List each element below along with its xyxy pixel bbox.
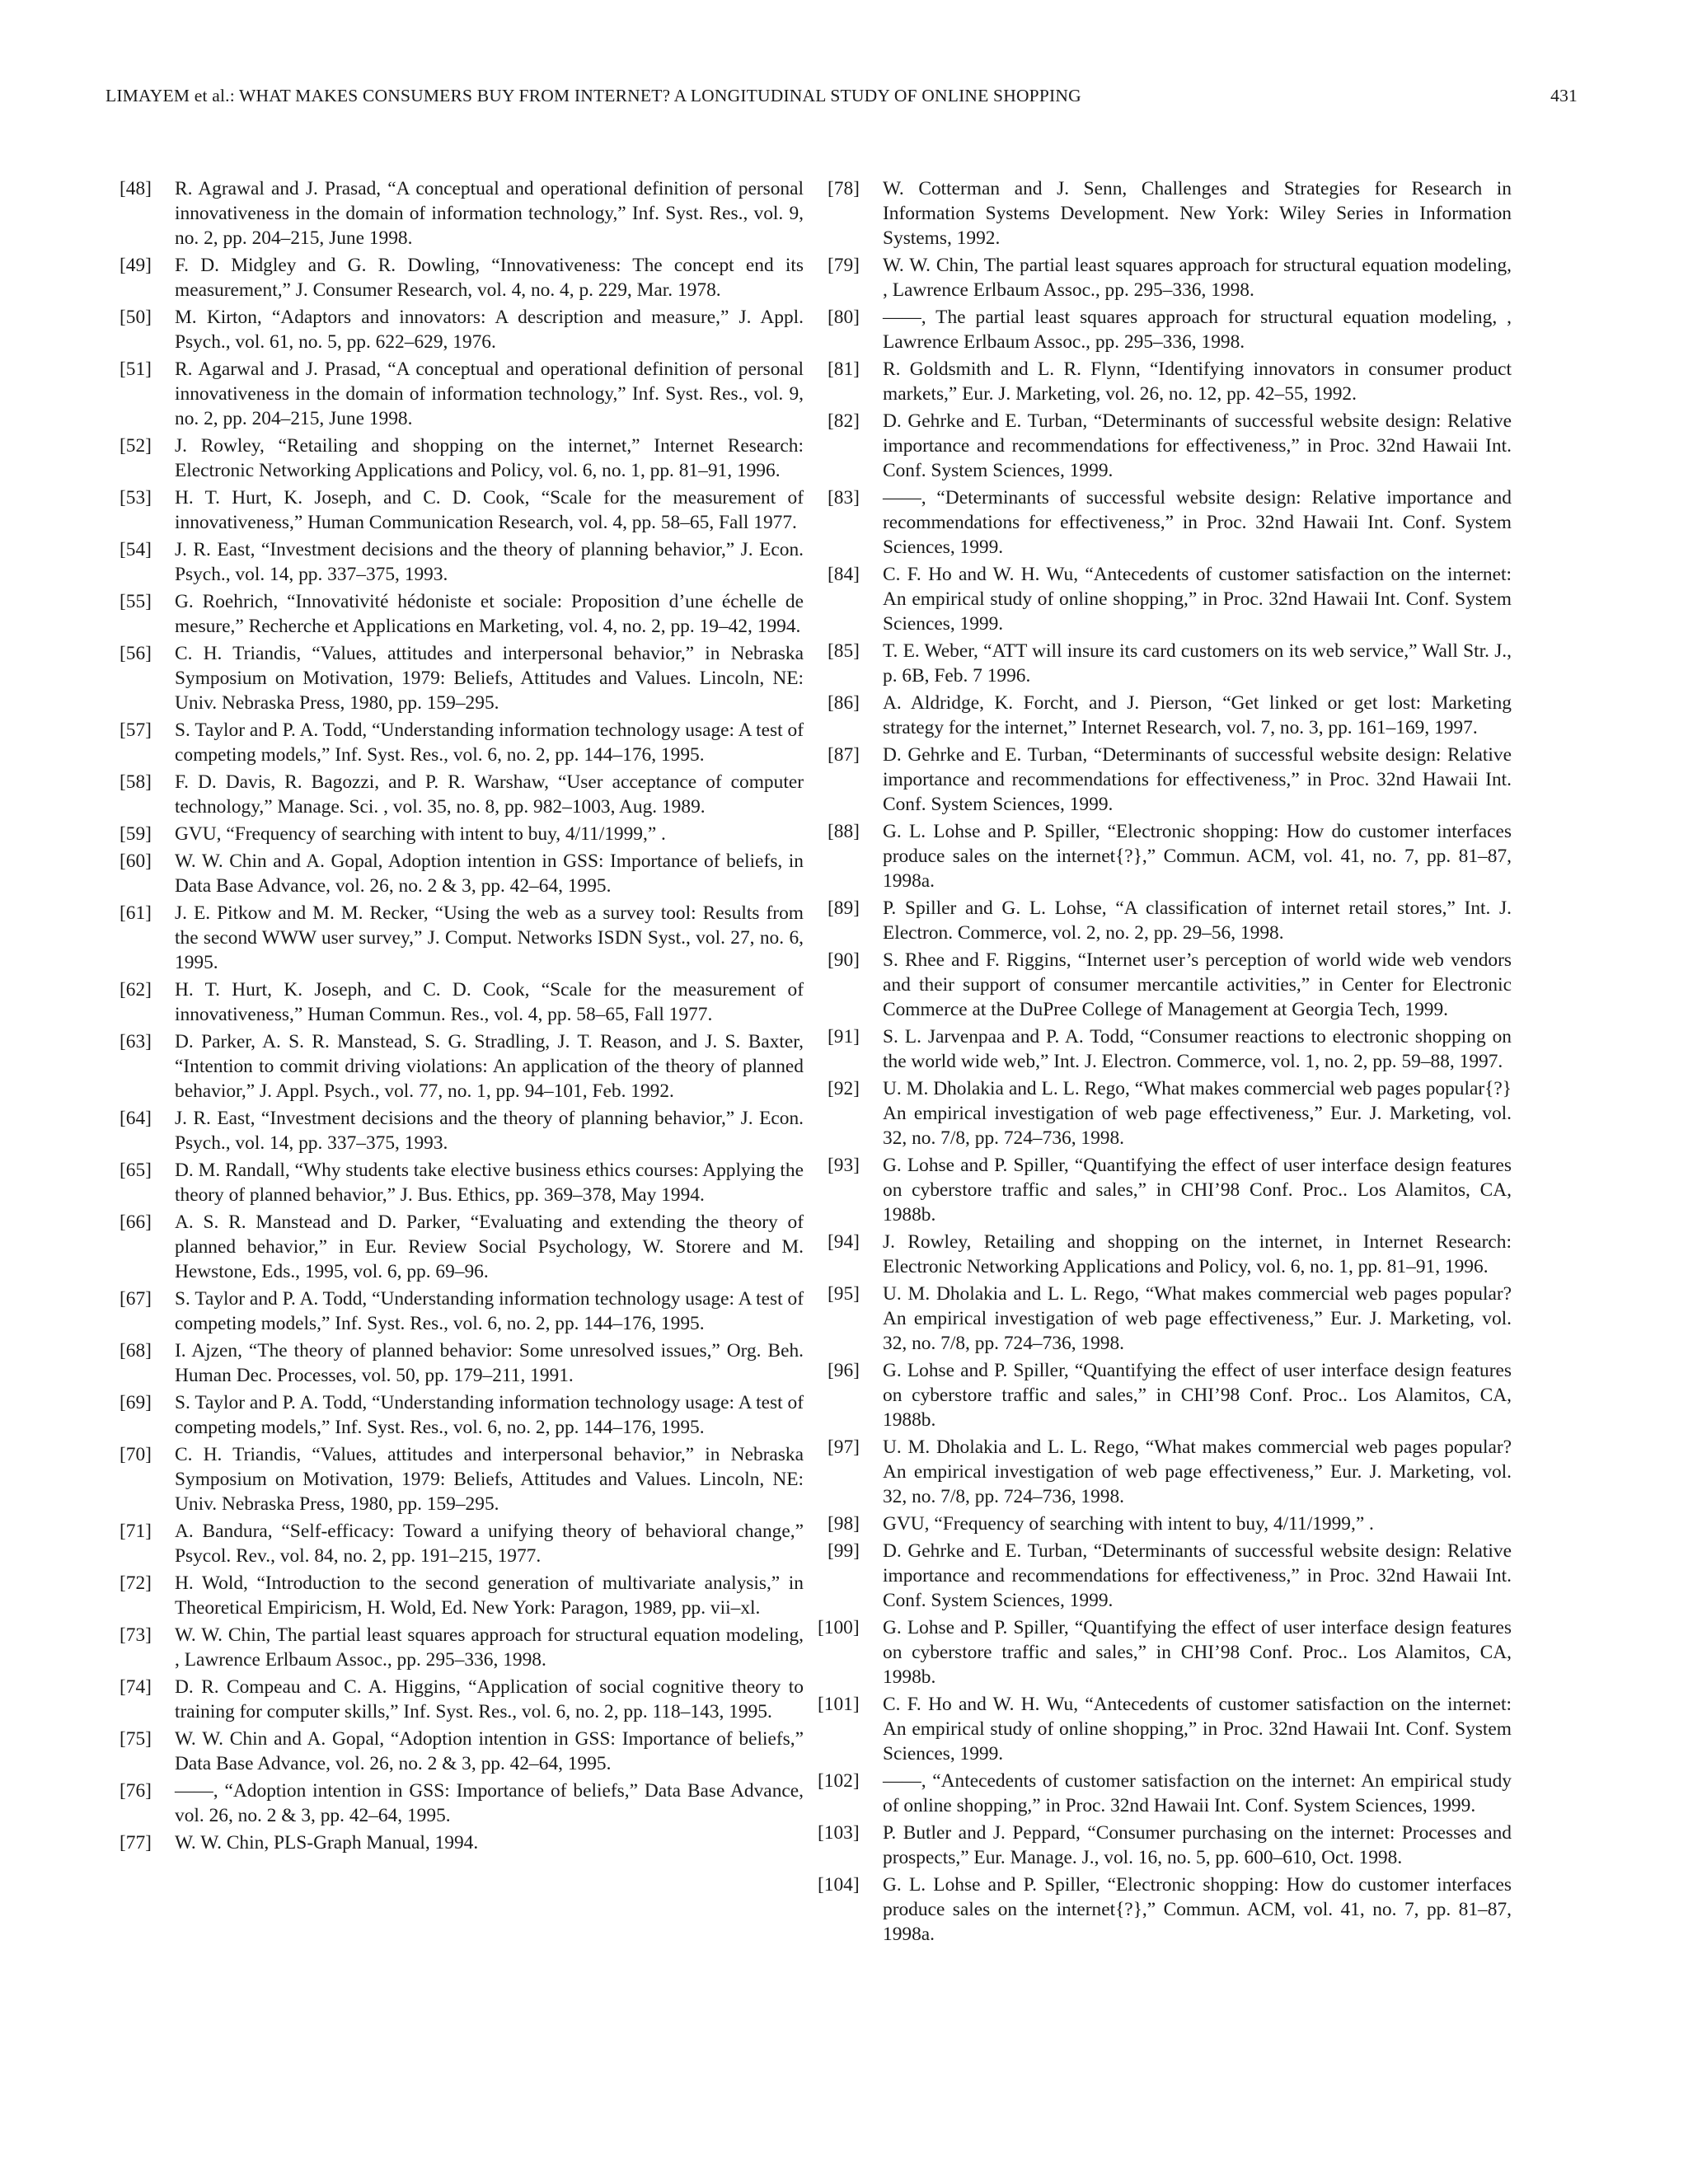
reference-item [828,1153,1512,1227]
reference-text: GVU, “Frequency of searching with intent to buy, 4/11/1999,” . [883,1513,1374,1535]
reference-item [120,1571,804,1620]
reference-item [828,1230,1512,1279]
reference-number: [103] [818,1822,860,1844]
reference-text: D. Gehrke and E. Turban, “Determinants of successful website design: Relative importance and recommendations for effectiveness,” in Proc. 32nd Hawaii Int. Conf. System Sciences, 1999. [883,410,1512,481]
reference-number: [86] [828,692,860,714]
reference-number: [58] [120,771,152,793]
reference-number: [85] [828,640,860,662]
reference-number: [74] [120,1676,152,1698]
reference-text: ——, The partial least squares approach for structural equation modeling, , Lawrence Erlbaum Assoc., pp. 295–336, 1998. [883,307,1512,353]
reference-item [120,357,804,431]
reference-item [828,1511,1512,1536]
reference-number: [50] [120,307,152,328]
reference-number: [69] [120,1392,152,1413]
reference-text: D. M. Randall, “Why students take elective business ethics courses: Applying the theory of planned behavior,” J. Bus. Ethics, pp. 369–378, May 1994. [175,1160,804,1206]
reference-number: [98] [828,1513,860,1535]
reference-number: [67] [120,1288,152,1310]
reference-number: [77] [120,1832,152,1854]
reference-number: [71] [120,1521,152,1542]
reference-number: [84] [828,564,860,585]
reference-number: [91] [828,1026,860,1047]
reference-text: D. Parker, A. S. R. Manstead, S. G. Stradling, J. T. Reason, and J. S. Baxter, “Intention to commit driving violations: An application of the theory of planned behavior,” J. Appl. Psych., vol. 77, no. 1, pp. 94–101, Feb. 1992. [175,1031,804,1102]
reference-text: ——, “Antecedents of customer satisfaction on the internet: An empirical study of online shopping,” in Proc. 32nd Hawaii Int. Conf. System Sciences, 1999. [883,1770,1512,1816]
reference-item [828,485,1512,560]
reference-number: [83] [828,487,860,509]
reference-number: [51] [120,359,152,380]
reference-text: I. Ajzen, “The theory of planned behavior: Some unresolved issues,” Org. Beh. Human Dec. Processes, vol. 50, pp. 179–211, 1991. [175,1340,804,1386]
reference-item [120,434,804,483]
reference-item [828,305,1512,354]
reference-item [120,1106,804,1155]
reference-text: F. D. Davis, R. Bagozzi, and P. R. Warshaw, “User acceptance of computer technology,” Manage. Sci. , vol. 35, no. 8, pp. 982–1003, Aug. 1989. [175,771,804,818]
reference-text: A. S. R. Manstead and D. Parker, “Evaluating and extending the theory of planned behavior,” in Eur. Review Social Psychology, W. Storere and M. Hewstone, Eds., 1995, vol. 6, pp. 69–96. [175,1212,804,1282]
reference-number: [81] [828,359,860,380]
reference-item [120,1286,804,1336]
reference-item [120,770,804,819]
reference-number: [95] [828,1283,860,1305]
reference-number: [70] [120,1444,152,1465]
reference-item [120,537,804,587]
reference-item [120,1830,804,1855]
reference-text: H. T. Hurt, K. Joseph, and C. D. Cook, “Scale for the measurement of innovativeness,” Human Commun. Res., vol. 4, pp. 58–65, Fall 1977. [175,979,804,1025]
reference-text: U. M. Dholakia and L. L. Rego, “What makes commercial web pages popular? An empirical investigation of web page effectiveness,” Eur. J. Marketing, vol. 32, no. 7/8, pp. 724–736, 1998. [883,1436,1512,1507]
reference-text: P. Butler and J. Peppard, “Consumer purchasing on the internet: Processes and prospects,” Eur. Manage. J., vol. 16, no. 5, pp. 600–610, Oct. 1998. [883,1822,1512,1868]
reference-text: U. M. Dholakia and L. L. Rego, “What makes commercial web pages popular{?} An empirical investigation of web page effectiveness,” Eur. J. Marketing, vol. 32, no. 7/8, pp. 724–736, 1998. [883,1078,1512,1149]
reference-item [828,1076,1512,1151]
reference-item [120,1158,804,1207]
reference-text: G. L. Lohse and P. Spiller, “Electronic shopping: How do customer interfaces produce sales on the internet{?},” Commun. ACM, vol. 41, no. 7, pp. 81–87, 1998a. [883,1874,1512,1945]
reference-item [828,896,1512,945]
reference-item [828,691,1512,740]
reference-text: M. Kirton, “Adaptors and innovators: A description and measure,” J. Appl. Psych., vol. 61, no. 5, pp. 622–629, 1976. [175,307,804,353]
reference-item [120,849,804,898]
reference-number: [72] [120,1572,152,1594]
reference-number: [48] [120,178,152,199]
reference-text: G. Roehrich, “Innovativité hédoniste et sociale: Proposition d’une échelle de mesure,” Recherche et Applications en Marketing, vol. 4, no. 2, pp. 19–42, 1994. [175,591,804,637]
reference-text: J. E. Pitkow and M. M. Recker, “Using the web as a survey tool: Results from the second WWW user survey,” J. Comput. Networks ISDN Syst., vol. 27, no. 6, 1995. [175,902,804,973]
reference-text: C. H. Triandis, “Values, attitudes and interpersonal behavior,” in Nebraska Symposium on Motivation, 1979: Beliefs, Attitudes and Values. Lincoln, NE: Univ. Nebraska Press, 1980, pp. 159–295. [175,1444,804,1515]
reference-text: H. T. Hurt, K. Joseph, and C. D. Cook, “Scale for the measurement of innovativeness,” Human Communication Research, vol. 4, pp. 58–65, Fall 1977. [175,487,804,533]
reference-text: D. Gehrke and E. Turban, “Determinants of successful website design: Relative importance and recommendations for effectiveness,” in Proc. 32nd Hawaii Int. Conf. System Sciences, 1999. [883,1540,1512,1611]
reference-text: S. Rhee and F. Riggins, “Internet user’s perception of world wide web vendors and their support of consumer mercantile activities,” in Center for Electronic Commerce at the DuPree College of Management at Georgia Tech, 1999. [883,949,1512,1020]
reference-item [120,641,804,715]
reference-item [828,1024,1512,1074]
reference-item [828,409,1512,483]
reference-number: [88] [828,821,860,842]
reference-item [828,639,1512,688]
reference-item [828,1435,1512,1509]
reference-text: G. Lohse and P. Spiller, “Quantifying the effect of user interface design features on cyberstore traffic and sales,” in CHI’98 Conf. Proc.. Los Alamitos, CA, 1988b. [883,1155,1512,1226]
reference-item [120,901,804,975]
reference-item [120,1442,804,1516]
reference-text: W. Cotterman and J. Senn, Challenges and Strategies for Research in Information Systems Development. New York: Wiley Series in Information Systems, 1992. [883,178,1512,249]
reference-text: S. Taylor and P. A. Todd, “Understanding information technology usage: A test of competing models,” Inf. Syst. Res., vol. 6, no. 2, pp. 144–176, 1995. [175,1392,804,1438]
reference-text: G. Lohse and P. Spiller, “Quantifying the effect of user interface design features on cyberstore traffic and sales,” in CHI’98 Conf. Proc.. Los Alamitos, CA, 1988b. [883,1360,1512,1431]
reference-number: [62] [120,979,152,1001]
reference-item [818,1615,1512,1690]
reference-text: A. Bandura, “Self-efficacy: Toward a unifying theory of behavioral change,” Psycol. Rev., vol. 84, no. 2, pp. 191–215, 1977. [175,1521,804,1567]
reference-number: [80] [828,307,860,328]
reference-number: [59] [120,823,152,845]
reference-text: S. L. Jarvenpaa and P. A. Todd, “Consumer reactions to electronic shopping on the world wide web,” Int. J. Electron. Commerce, vol. 1, no. 2, pp. 59–88, 1997. [883,1026,1512,1072]
reference-text: J. R. East, “Investment decisions and the theory of planning behavior,” J. Econ. Psych., vol. 14, pp. 337–375, 1993. [175,539,804,585]
reference-number: [60] [120,851,152,872]
reference-text: GVU, “Frequency of searching with intent to buy, 4/11/1999,” . [175,823,666,845]
reference-text: D. Gehrke and E. Turban, “Determinants of successful website design: Relative importance and recommendations for effectiveness,” in Proc. 32nd Hawaii Int. Conf. System Sciences, 1999. [883,744,1512,815]
reference-text: D. R. Compeau and C. A. Higgins, “Application of social cognitive theory to training for computer skills,” Inf. Syst. Res., vol. 6, no. 2, pp. 118–143, 1995. [175,1676,804,1722]
reference-number: [76] [120,1780,152,1802]
reference-item [828,1358,1512,1432]
reference-number: [93] [828,1155,860,1176]
reference-item [120,1727,804,1776]
reference-number: [66] [120,1212,152,1233]
reference-text: W. W. Chin and A. Gopal, Adoption intention in GSS: Importance of beliefs, in Data Base Advance, vol. 26, no. 2 & 3, pp. 42–64, 1995. [175,851,804,897]
reference-item [828,357,1512,406]
reference-number: [65] [120,1160,152,1181]
reference-text: G. Lohse and P. Spiller, “Quantifying the effect of user interface design features on cyberstore traffic and sales,” in CHI’98 Conf. Proc.. Los Alamitos, CA, 1998b. [883,1617,1512,1688]
reference-item [120,718,804,767]
reference-item [818,1872,1512,1947]
references-right-column [818,176,1512,1949]
reference-text: S. Taylor and P. A. Todd, “Understanding information technology usage: A test of competing models,” Inf. Syst. Res., vol. 6, no. 2, pp. 144–176, 1995. [175,1288,804,1334]
reference-item [120,176,804,251]
reference-number: [102] [818,1770,860,1792]
reference-item [828,562,1512,636]
reference-number: [82] [828,410,860,432]
reference-text: T. E. Weber, “ATT will insure its card customers on its web service,” Wall Str. J., p. 6B, Feb. 7 1996. [883,640,1512,687]
reference-text: U. M. Dholakia and L. L. Rego, “What makes commercial web pages popular? An empirical investigation of web page effectiveness,” Eur. J. Marketing, vol. 32, no. 7/8, pp. 724–736, 1998. [883,1283,1512,1354]
reference-item [120,1779,804,1828]
reference-text: R. Agrawal and J. Prasad, “A conceptual and operational definition of personal innovativeness in the domain of information technology,” Inf. Syst. Res., vol. 9, no. 2, pp. 204–215, June 1998. [175,178,804,249]
reference-item [120,253,804,302]
reference-item [818,1692,1512,1766]
reference-item [828,743,1512,817]
reference-text: W. W. Chin and A. Gopal, “Adoption intention in GSS: Importance of beliefs,” Data Base Advance, vol. 26, no. 2 & 3, pp. 42–64, 1995. [175,1728,804,1774]
reference-text: H. Wold, “Introduction to the second generation of multivariate analysis,” in Theoretical Empiricism, H. Wold, Ed. New York: Paragon, 1989, pp. vii–xl. [175,1572,804,1619]
reference-item [120,485,804,535]
reference-number: [104] [818,1874,860,1896]
references-left-column [120,176,804,1858]
reference-number: [97] [828,1436,860,1458]
reference-item [120,589,804,639]
reference-text: C. F. Ho and W. H. Wu, “Antecedents of customer satisfaction on the internet: An empirical study of online shopping,” in Proc. 32nd Hawaii Int. Conf. System Sciences, 1999. [883,564,1512,635]
reference-text: A. Aldridge, K. Forcht, and J. Pierson, “Get linked or get lost: Marketing strategy for the internet,” Internet Research, vol. 7, no. 3, pp. 161–169, 1997. [883,692,1512,738]
reference-item [120,977,804,1027]
reference-item [828,1539,1512,1613]
reference-item [120,305,804,354]
reference-item [828,253,1512,302]
reference-number: [78] [828,178,860,199]
reference-number: [52] [120,435,152,457]
reference-text: J. R. East, “Investment decisions and the theory of planning behavior,” J. Econ. Psych., vol. 14, pp. 337–375, 1993. [175,1108,804,1154]
reference-number: [100] [818,1617,860,1638]
reference-item [818,1769,1512,1818]
reference-item [818,1821,1512,1870]
reference-number: [49] [120,255,152,276]
running-title: LIMAYEM et al.: WHAT MAKES CONSUMERS BUY FROM INTERNET? A LONGITUDINAL STUDY OF ONLINE SHOPPING [106,86,1081,105]
reference-number: [61] [120,902,152,924]
reference-item [120,822,804,846]
reference-text: ——, “Determinants of successful website design: Relative importance and recommendations for effectiveness,” in Proc. 32nd Hawaii Int. Conf. System Sciences, 1999. [883,487,1512,558]
reference-number: [55] [120,591,152,612]
reference-number: [63] [120,1031,152,1052]
reference-number: [96] [828,1360,860,1381]
reference-item [120,1675,804,1724]
reference-item [120,1390,804,1440]
reference-number: [90] [828,949,860,971]
reference-number: [79] [828,255,860,276]
reference-number: [89] [828,898,860,919]
reference-text: J. Rowley, “Retailing and shopping on the internet,” Internet Research: Electronic Networking Applications and Policy, vol. 6, no. 1, pp. 81–91, 1996. [175,435,804,481]
reference-text: W. W. Chin, The partial least squares approach for structural equation modeling, , Lawrence Erlbaum Assoc., pp. 295–336, 1998. [175,1624,804,1671]
reference-text: W. W. Chin, The partial least squares approach for structural equation modeling, , Lawrence Erlbaum Assoc., pp. 295–336, 1998. [883,255,1512,301]
reference-item [828,176,1512,251]
reference-number: [94] [828,1231,860,1253]
reference-text: P. Spiller and G. L. Lohse, “A classification of internet retail stores,” Int. J. Electron. Commerce, vol. 2, no. 2, pp. 29–56, 1998. [883,898,1512,944]
reference-number: [101] [818,1694,860,1715]
reference-number: [56] [120,643,152,664]
reference-number: [57] [120,719,152,741]
reference-number: [75] [120,1728,152,1750]
reference-number: [87] [828,744,860,766]
reference-number: [99] [828,1540,860,1562]
reference-item [828,948,1512,1022]
reference-text: G. L. Lohse and P. Spiller, “Electronic shopping: How do customer interfaces produce sales on the internet{?},” Commun. ACM, vol. 41, no. 7, pp. 81–87, 1998a. [883,821,1512,892]
reference-item [120,1519,804,1568]
reference-number: [68] [120,1340,152,1361]
reference-item [120,1338,804,1388]
page-number: 431 [1550,86,1578,105]
reference-text: S. Taylor and P. A. Todd, “Understanding information technology usage: A test of competing models,” Inf. Syst. Res., vol. 6, no. 2, pp. 144–176, 1995. [175,719,804,766]
reference-text: ——, “Adoption intention in GSS: Importance of beliefs,” Data Base Advance, vol. 26, no. 2 & 3, pp. 42–64, 1995. [175,1780,804,1826]
reference-text: W. W. Chin, PLS-Graph Manual, 1994. [175,1832,479,1854]
reference-text: C. H. Triandis, “Values, attitudes and interpersonal behavior,” in Nebraska Symposium on Motivation, 1979: Beliefs, Attitudes and Values. Lincoln, NE: Univ. Nebraska Press, 1980, pp. 159–295. [175,643,804,714]
reference-text: C. F. Ho and W. H. Wu, “Antecedents of customer satisfaction on the internet: An empirical study of online shopping,” in Proc. 32nd Hawaii Int. Conf. System Sciences, 1999. [883,1694,1512,1765]
reference-item [828,819,1512,893]
reference-item [120,1210,804,1284]
reference-number: [54] [120,539,152,560]
reference-item [828,1282,1512,1356]
reference-number: [64] [120,1108,152,1129]
reference-number: [73] [120,1624,152,1646]
reference-item [120,1029,804,1104]
reference-text: R. Agarwal and J. Prasad, “A conceptual and operational definition of personal innovativeness in the domain of information technology,” Inf. Syst. Res., vol. 9, no. 2, pp. 204–215, June 1998. [175,359,804,429]
reference-number: [53] [120,487,152,509]
reference-item [120,1623,804,1672]
reference-text: F. D. Midgley and G. R. Dowling, “Innovativeness: The concept end its measurement,” J. Consumer Research, vol. 4, no. 4, p. 229, Mar. 1978. [175,255,804,301]
reference-number: [92] [828,1078,860,1099]
reference-text: R. Goldsmith and L. R. Flynn, “Identifying innovators in consumer product markets,” Eur. J. Marketing, vol. 26, no. 12, pp. 42–55, 1992. [883,359,1512,405]
reference-text: J. Rowley, Retailing and shopping on the internet, in Internet Research: Electronic Networking Applications and Policy, vol. 6, no. 1, pp. 81–91, 1996. [883,1231,1512,1277]
